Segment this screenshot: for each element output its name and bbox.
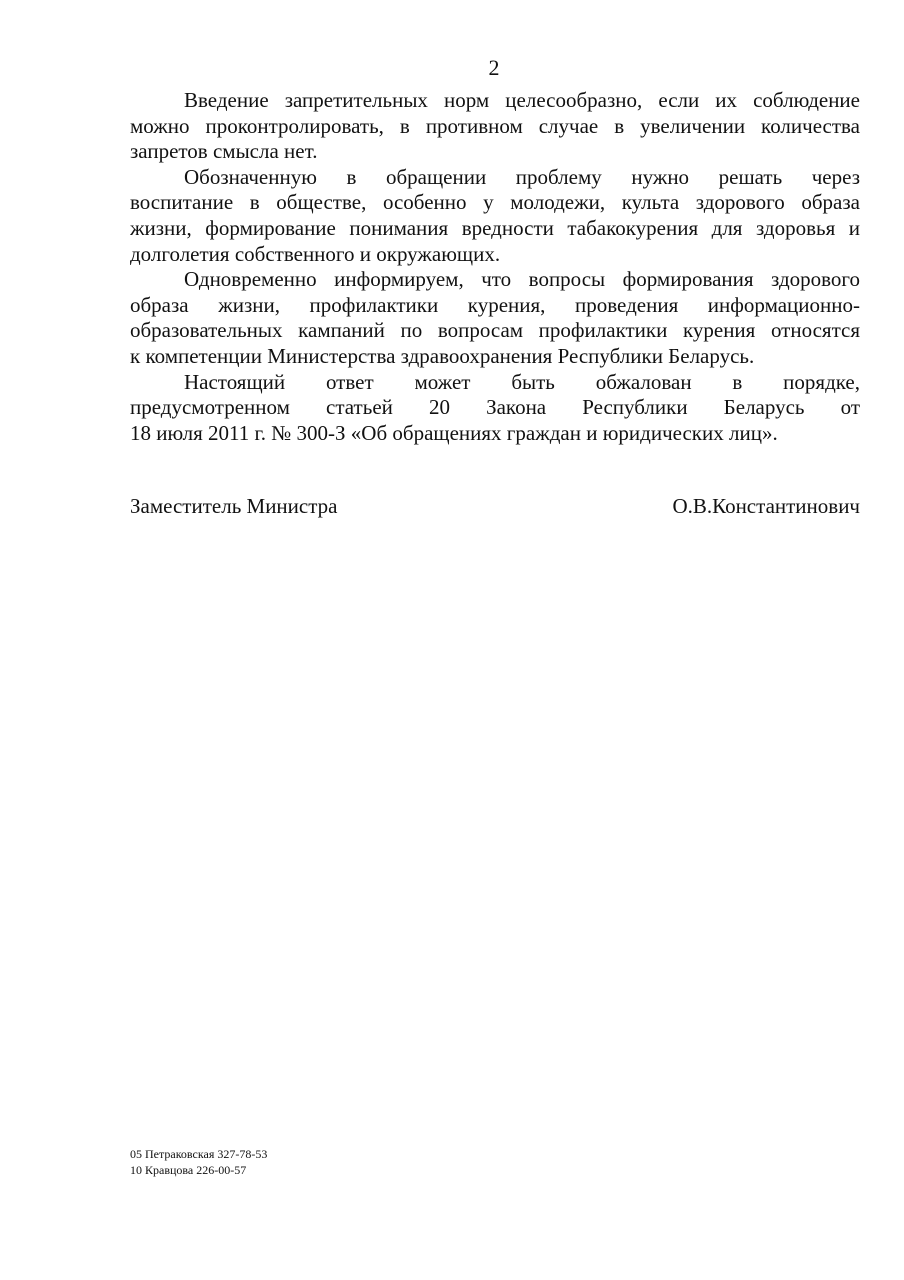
signature-block (130, 494, 860, 519)
paragraph-line: Настоящий ответ может быть обжалован в порядке, (184, 369, 860, 394)
paragraph (130, 88, 860, 165)
paragraph-line: жизни, формирование понимания вредности табакокурения для здоровья и (130, 215, 860, 240)
paragraph-line: долголетия собственного и окружающих. (130, 241, 501, 266)
signatory-name: О.В.Константинович (672, 494, 860, 518)
paragraph-line: Введение запретительных норм целесообразно, если их соблюдение (184, 88, 860, 112)
contact-line: 10 Кравцова 226-00-57 (130, 1163, 247, 1177)
paragraph (130, 370, 860, 447)
paragraph-line: Обозначенную в обращении проблему нужно решать через (184, 164, 860, 189)
paragraph-line: предусмотренном статьей 20 Закона Республики Беларусь от (130, 395, 860, 420)
letter-body (130, 88, 860, 446)
paragraph-line: воспитание в обществе, особенно у молодежи, культа здорового образа (130, 190, 860, 215)
paragraph-line: 18 июля 2011 г. № 300-З «Об обращениях граждан и юридических лиц». (130, 420, 778, 445)
executor-contacts (130, 1146, 267, 1178)
paragraph-line: запретов смысла нет. (130, 139, 318, 164)
paragraph-line: образа жизни, профилактики курения, проведения информационно- (130, 292, 860, 317)
contact-line: 05 Петраковская 327-78-53 (130, 1147, 268, 1161)
paragraph (130, 165, 860, 267)
paragraph-line: можно проконтролировать, в противном случае в увеличении количества (130, 113, 860, 138)
paragraph-line: образовательных кампаний по вопросам профилактики курения относятся (130, 318, 860, 343)
paragraph-line: Одновременно информируем, что вопросы формирования здорового (184, 267, 860, 292)
paragraph (130, 267, 860, 369)
signatory-position: Заместитель Министра (130, 494, 338, 518)
page-number: 2 (488, 55, 500, 80)
paragraph-line: к компетенции Министерства здравоохранения Республики Беларусь. (130, 343, 755, 368)
